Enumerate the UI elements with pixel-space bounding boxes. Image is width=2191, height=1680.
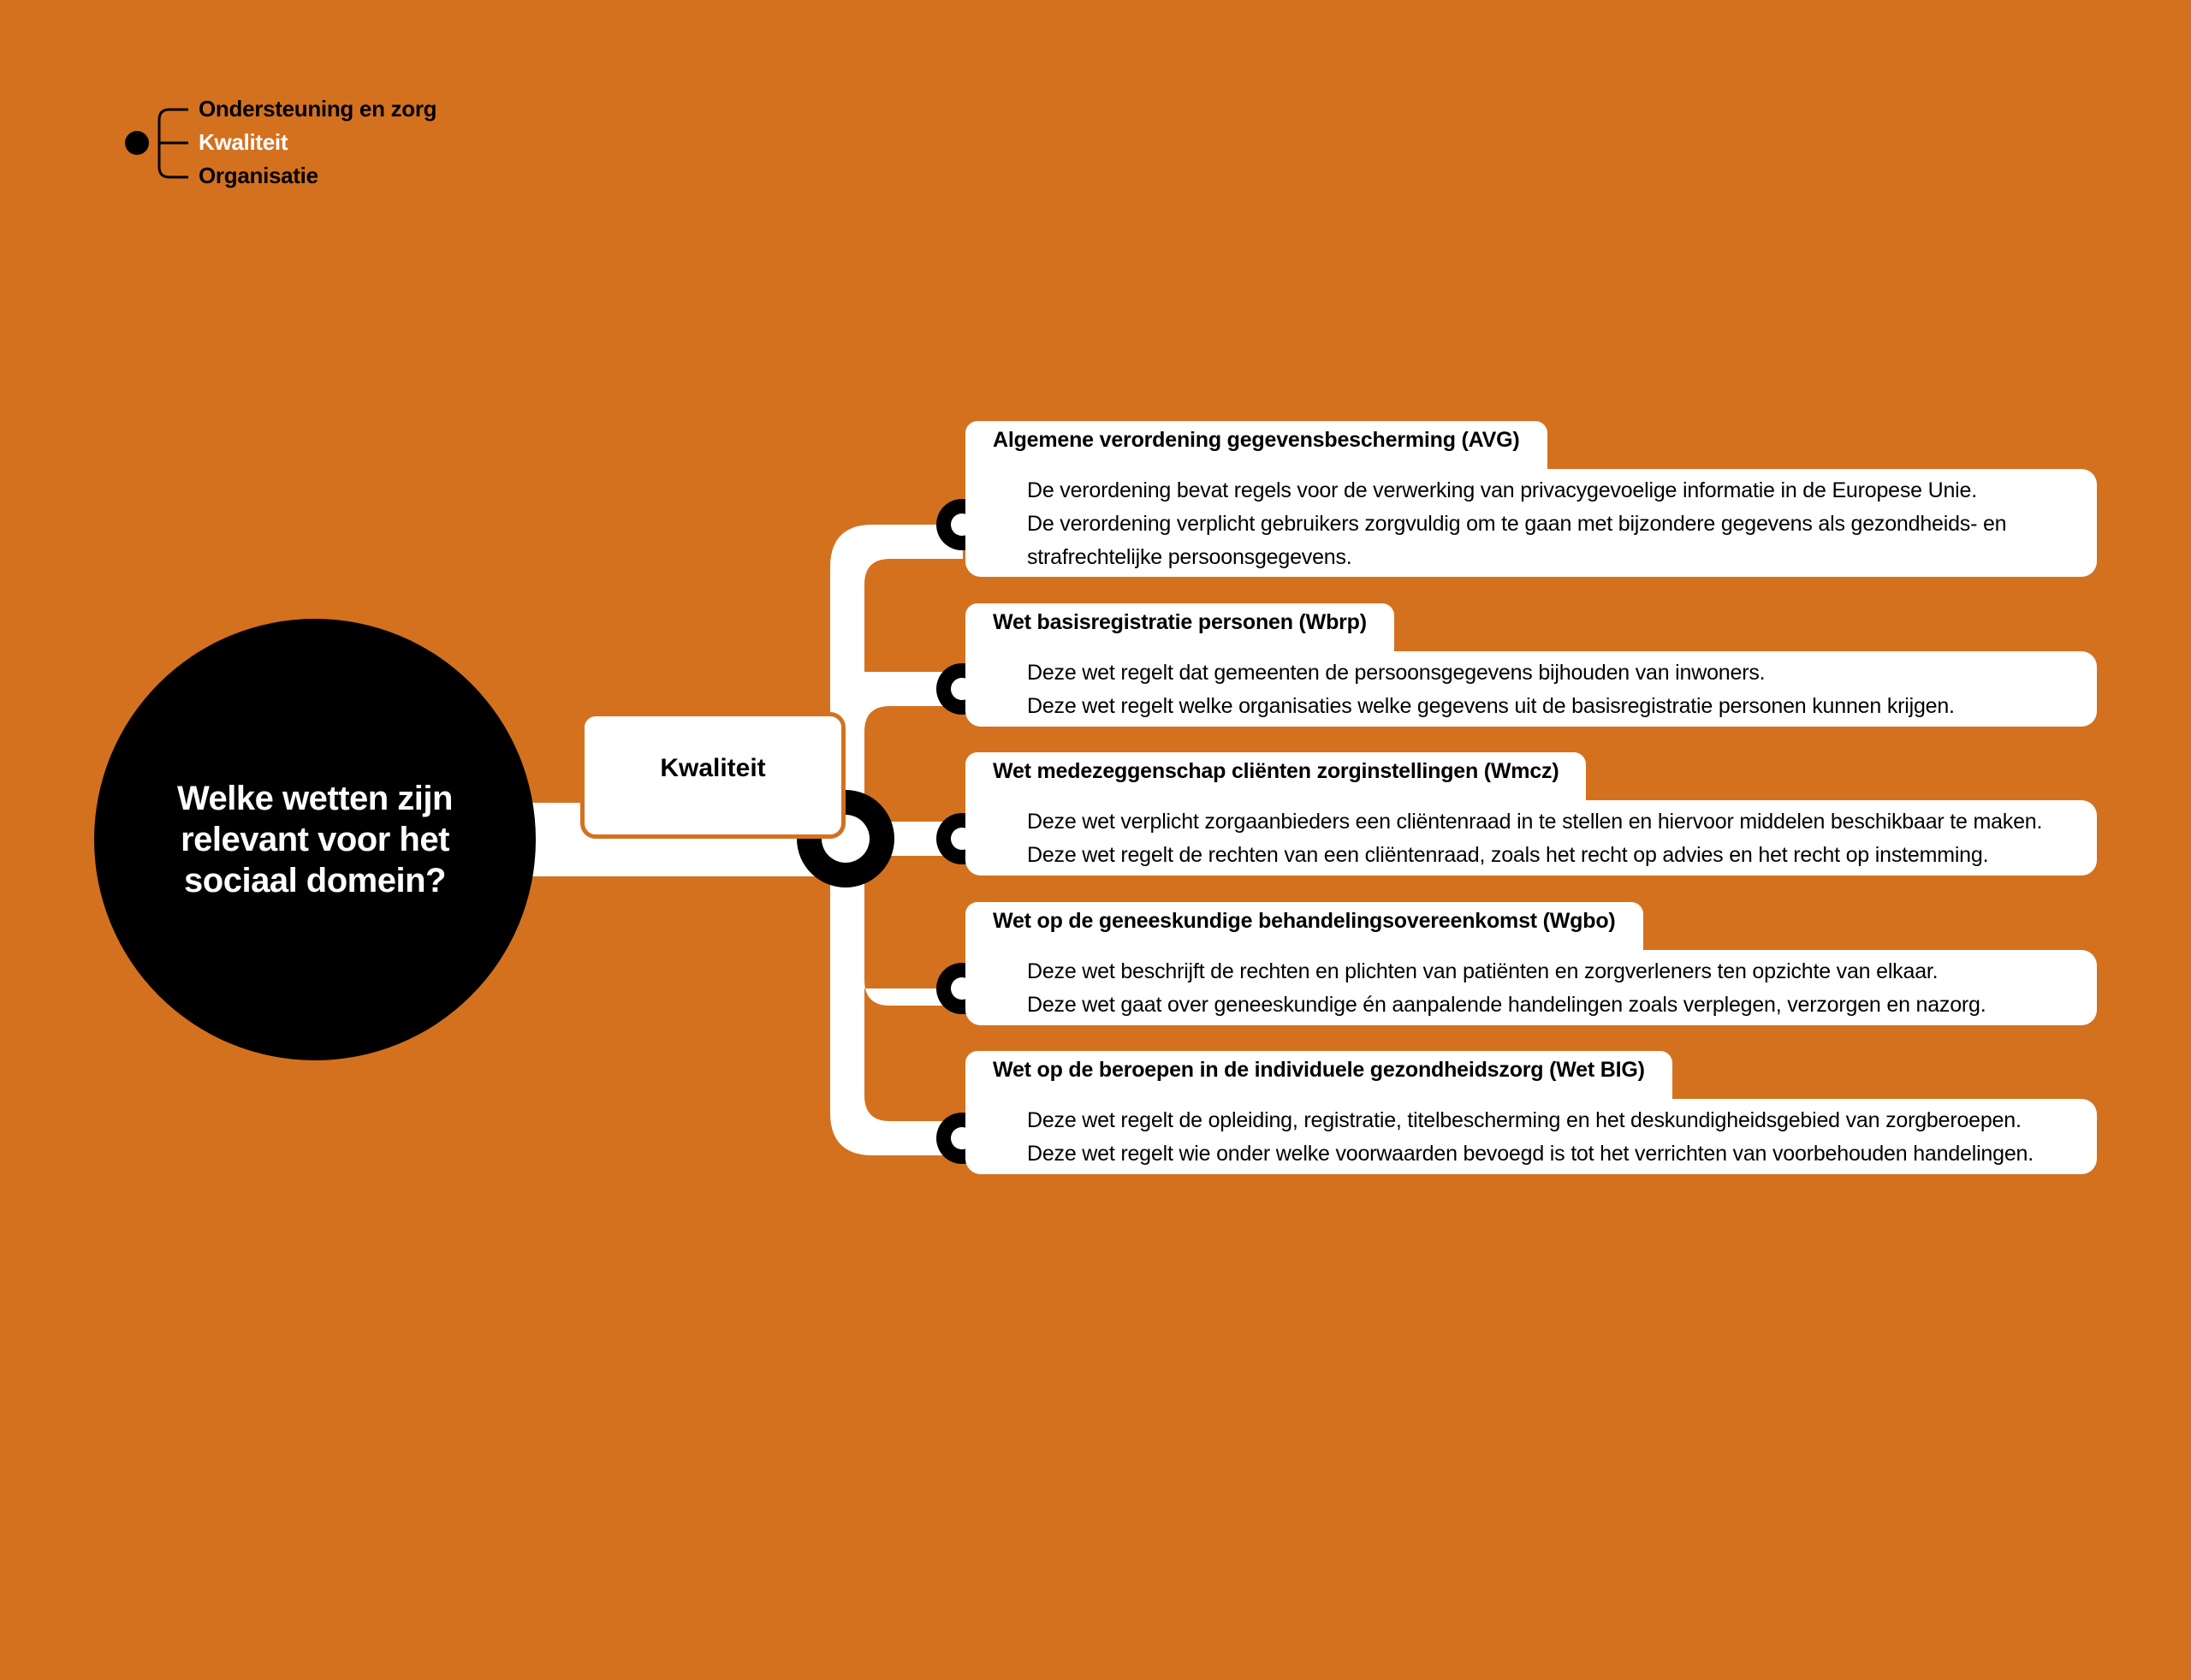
law-point: Deze wet verplicht zorgaanbieders een cliëntenraad in te stellen en hiervoor middelen beschikbaar te maken. xyxy=(1027,810,2043,834)
law-card xyxy=(965,1099,2097,1174)
topic-label: Kwaliteit xyxy=(660,754,766,782)
law-point: Deze wet regelt welke organisaties welke gegevens uit de basisregistratie personen kunnen krijgen. xyxy=(1027,694,1955,718)
law-card xyxy=(965,800,2097,876)
law-title: Wet op de beroepen in de individuele gezondheidszorg (Wet BIG) xyxy=(965,1051,1672,1099)
law-point: Deze wet beschrijft de rechten en plichten van patiënten en zorgverleners ten opzichte van elkaar. xyxy=(1027,959,1939,983)
nav-active-dot xyxy=(125,131,149,155)
topic-node[interactable] xyxy=(580,712,846,839)
nav-item-kwaliteit[interactable]: Kwaliteit xyxy=(199,129,288,155)
law-card xyxy=(965,651,2097,727)
law-point: Deze wet gaat over geneeskundige én aanpalende handelingen zoals verplegen, verzorgen en nazorg. xyxy=(1027,993,1986,1017)
law-point: Deze wet regelt dat gemeenten de persoonsgegevens bijhouden van inwoners. xyxy=(1027,661,1766,685)
central-question-text: Welke wetten zijn relevant voor het sociaal domein? xyxy=(177,780,453,899)
law-title: Wet op de geneeskundige behandelingsovereenkomst (Wgbo) xyxy=(965,902,1643,950)
law-title: Algemene verordening gegevensbescherming (AVG) xyxy=(965,421,1547,469)
law-point: Deze wet regelt de opleiding, registratie, titelbescherming en het deskundigheidsgebied van zorgberoepen. xyxy=(1027,1108,2022,1132)
central-question-node xyxy=(94,619,536,1060)
nav-item-organisatie[interactable]: Organisatie xyxy=(199,163,318,188)
law-card xyxy=(965,469,2097,577)
law-point: Deze wet regelt de rechten van een cliëntenraad, zoals het recht op advies en het recht op instemming. xyxy=(1027,843,1989,867)
law-title: Wet basisregistratie personen (Wbrp) xyxy=(965,603,1394,651)
law-point: De verordening verplicht gebruikers zorgvuldig om te gaan met bijzondere gegevens als gezondheids- en strafrechtelijke persoonsgegevens. xyxy=(1027,512,2007,569)
law-title: Wet medezeggenschap cliënten zorginstellingen (Wmcz) xyxy=(965,752,1586,800)
nav-bracket xyxy=(159,110,188,177)
law-card xyxy=(965,950,2097,1025)
nav-item-ondersteuning-en-zorg[interactable]: Ondersteuning en zorg xyxy=(199,96,437,122)
law-point: De verordening bevat regels voor de verwerking van privacygevoelige informatie in de Europese Unie. xyxy=(1027,478,1977,502)
law-point: Deze wet regelt wie onder welke voorwaarden bevoegd is tot het verrichten van voorbehouden handelingen. xyxy=(1027,1142,2034,1166)
